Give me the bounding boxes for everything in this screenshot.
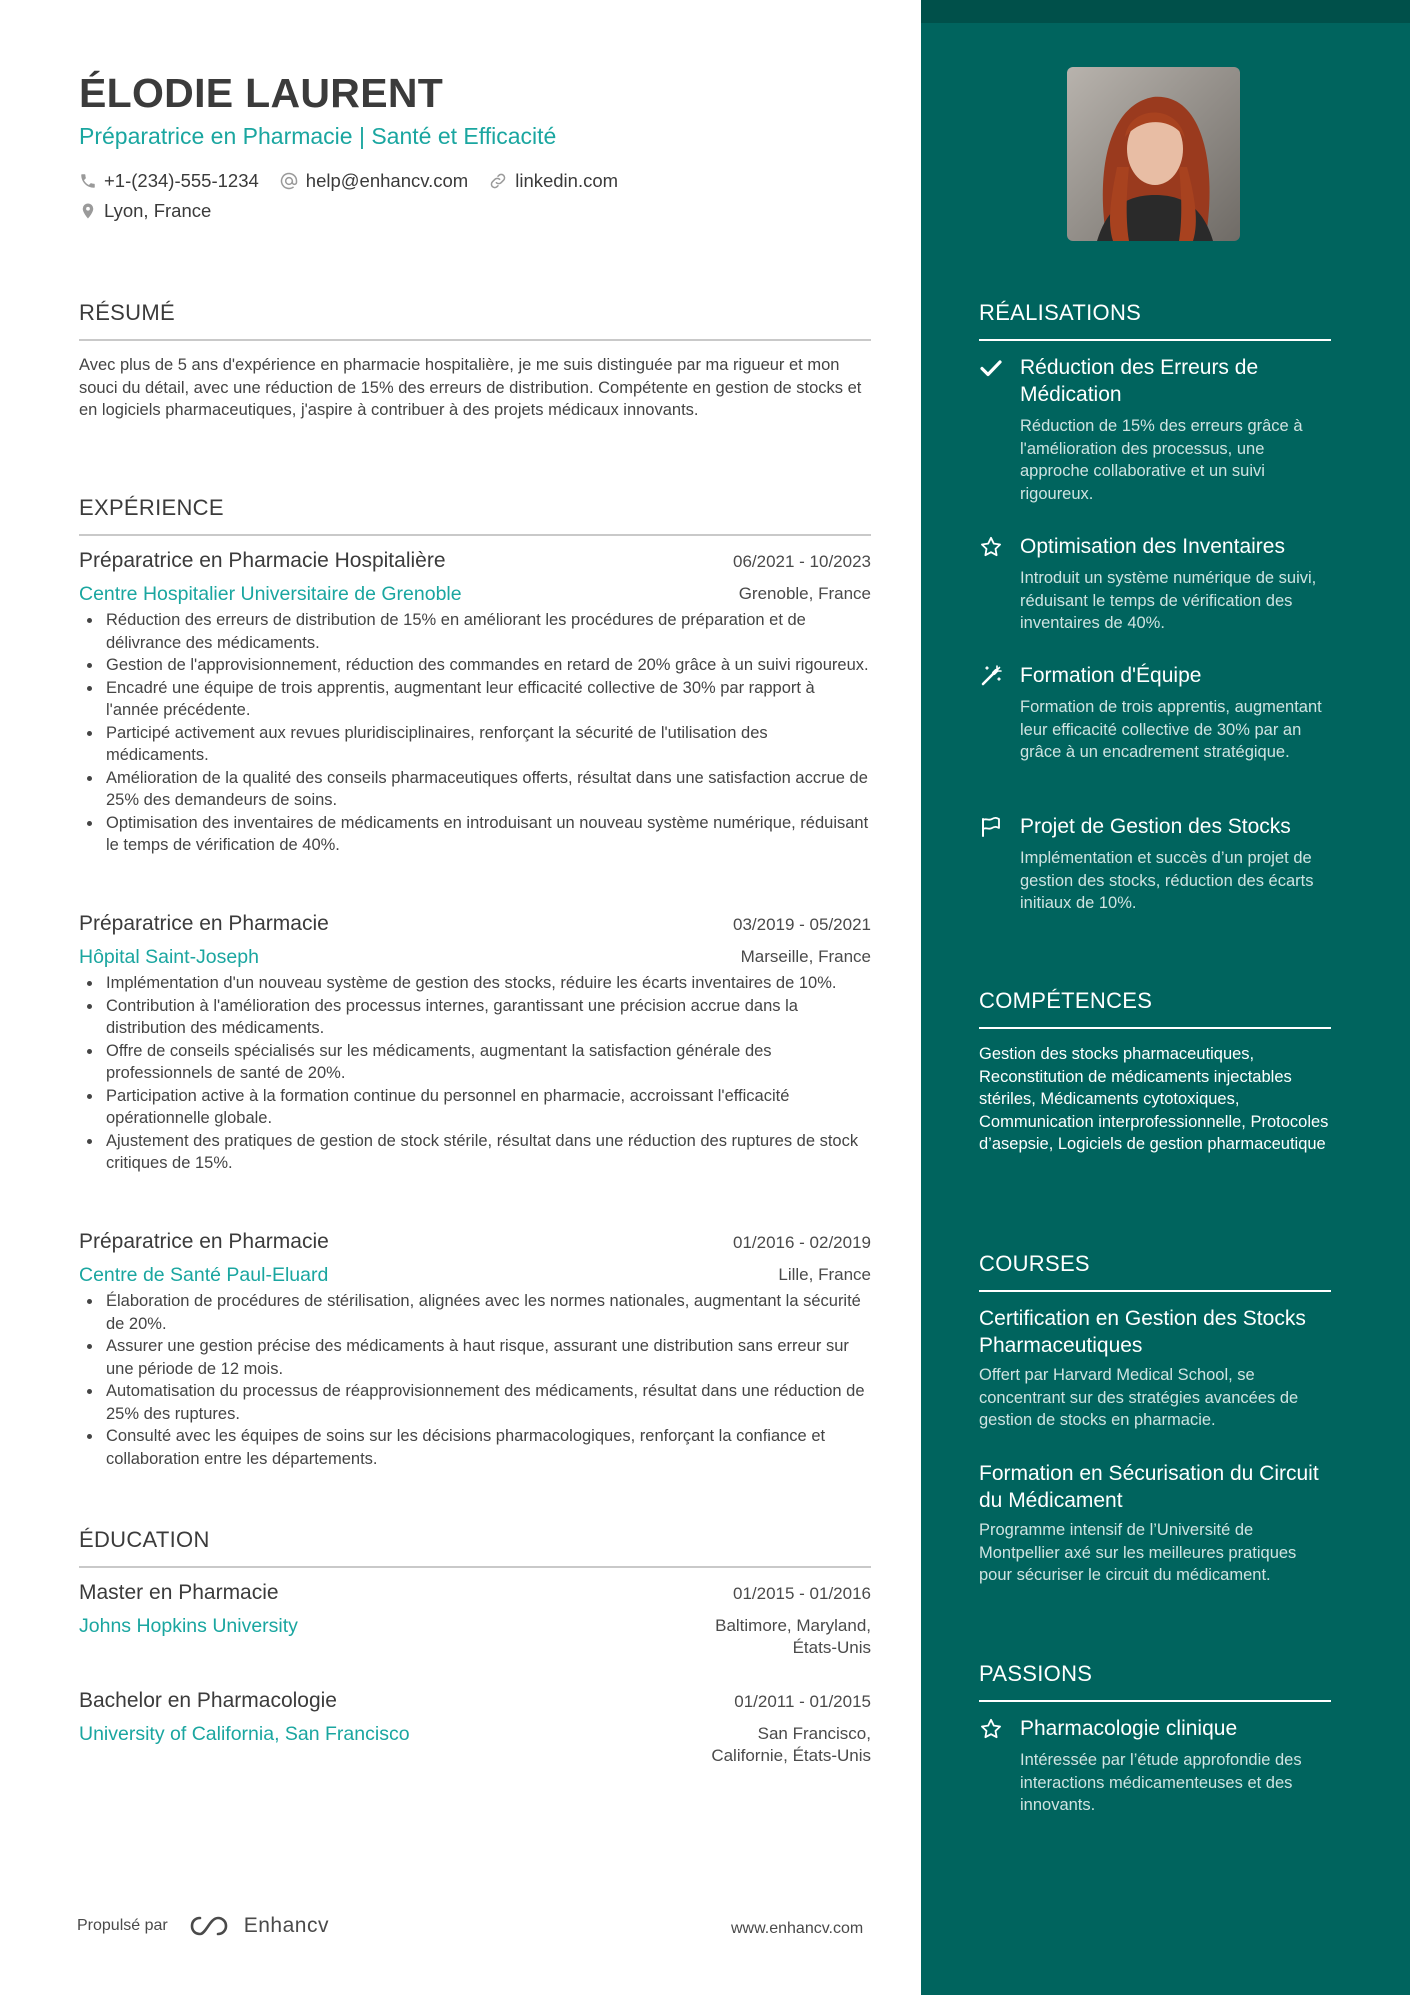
bullet-item: Participé activement aux revues pluridisciplinaires, renforçant la sécurité de l'utilisation des médicaments. [79, 722, 871, 767]
school[interactable]: University of California, San Francisco [79, 1723, 410, 1745]
education-location [715, 1615, 871, 1659]
profile-photo [1067, 67, 1240, 241]
email-text: help@enhancv.com [305, 170, 469, 191]
bullet-item: Automatisation du processus de réapprovisionnement des médicaments, résultat dans une réduction de 25% des ruptures. [79, 1380, 871, 1425]
phone-text: +1-(234)-555-1234 [104, 170, 259, 191]
job-bullets [79, 609, 871, 857]
experience-item [79, 549, 871, 857]
job-dates: 06/2021 - 10/2023 [732, 552, 871, 571]
section-title-courses: COURSES [979, 1251, 1331, 1292]
bullet-item: Encadré une équipe de trois apprentis, augmentant leur efficacité collective de 30% par rapport à l'année précédente. [79, 677, 871, 722]
achievement-desc: Formation de trois apprentis, augmentant leur efficacité collective de 30% par an grâce à un encadrement stratégique. [1020, 698, 1322, 761]
job-organization[interactable]: Centre Hospitalier Universitaire de Grenoble [79, 583, 462, 605]
section-title-experience: EXPÉRIENCE [79, 495, 871, 536]
bullet-item: Offre de conseils spécialisés sur les médicaments, augmentant la satisfaction générale des professionnels de santé de 20%. [79, 1040, 871, 1085]
bullet-item: Élaboration de procédures de stérilisation, alignées avec les normes nationales, augmentant la sécurité de 20%. [79, 1290, 871, 1335]
brand-name: Enhancv [243, 1914, 329, 1937]
star-icon [979, 1717, 1003, 1741]
education-dates: 01/2015 - 01/2016 [732, 1584, 871, 1603]
job-location: Grenoble, France [738, 584, 871, 603]
at-icon [279, 171, 299, 191]
job-location: Lille, France [778, 1265, 871, 1284]
skills-text: Gestion des stocks pharmaceutiques, Reconstitution de médicaments injectables stériles, Médicaments cytotoxiques, Communication interprofessionnelle, Protocoles d’asepsie, Logiciels de gestion pharmaceutique [979, 1045, 1329, 1153]
achievement-item [979, 354, 1331, 505]
summary-text: Avec plus de 5 ans d'expérience en pharmacie hospitalière, je me suis distinguée par ma rigueur et mon souci du détail, avec une réduction de 15% des erreurs de distribution. Compétente en gestion de stocks et en logiciels pharmaceutiques, j'aspire à contribuer à des projets médicaux innovants. [79, 356, 862, 419]
bullet-item: Implémentation d'un nouveau système de gestion des stocks, réduire les écarts inventaires de 10%. [79, 972, 871, 995]
job-dates: 01/2016 - 02/2019 [732, 1233, 871, 1252]
course-name: Formation en Sécurisation du Circuit du Médicament [979, 1462, 1319, 1512]
bullet-item: Contribution à l'amélioration des processus internes, garantissant une précision accrue dans la distribution des médicaments. [79, 995, 871, 1040]
contact-phone[interactable] [79, 170, 259, 192]
achievement-desc: Introduit un système numérique de suivi, réduisant le temps de vérification des inventaires de 40%. [1020, 569, 1317, 632]
degree: Master en Pharmacie [79, 1581, 279, 1604]
job-role: Préparatrice en Pharmacie [79, 1230, 329, 1253]
footer-branding [77, 1914, 329, 1938]
bullet-item: Amélioration de la qualité des conseils pharmaceutiques offerts, résultat dans une satisfaction accrue de 25% des demandeurs de soins. [79, 767, 871, 812]
contact-row [79, 170, 638, 192]
education-location-line: San Francisco, [757, 1724, 871, 1743]
course-item [979, 1305, 1331, 1432]
job-role: Préparatrice en Pharmacie [79, 912, 329, 935]
section-title-passions: PASSIONS [979, 1661, 1331, 1702]
achievement-item [979, 813, 1331, 915]
powered-by-label: Propulsé par [77, 1917, 168, 1934]
bullet-item: Participation active à la formation continue du personnel en pharmacie, accroissant l'efficacité opérationnelle globale. [79, 1085, 871, 1130]
course-name: Certification en Gestion des Stocks Pharmaceutiques [979, 1307, 1306, 1357]
experience-item [79, 1230, 871, 1470]
contact-location [79, 200, 211, 222]
passion-desc: Intéressée par l’étude approfondie des interactions médicamenteuses et des innovants. [1020, 1751, 1302, 1814]
link-icon [488, 171, 508, 191]
location-pin-icon [79, 201, 97, 221]
degree: Bachelor en Pharmacologie [79, 1689, 337, 1712]
sidebar-top-band [921, 0, 1410, 23]
job-location: Marseille, France [740, 947, 871, 966]
contact-linkedin[interactable] [488, 170, 618, 192]
education-item [79, 1581, 871, 1659]
achievement-name: Optimisation des Inventaires [1020, 535, 1285, 558]
achievement-name: Formation d'Équipe [1020, 664, 1202, 687]
check-icon [979, 356, 1003, 380]
section-title-summary: RÉSUMÉ [79, 300, 871, 341]
job-organization[interactable]: Centre de Santé Paul-Eluard [79, 1264, 329, 1286]
bullet-item: Optimisation des inventaires de médicaments en introduisant un nouveau système numérique, réduisant le temps de vérification de 40%. [79, 812, 871, 857]
education-location-line: États-Unis [792, 1638, 871, 1657]
education-location [711, 1723, 871, 1767]
passion-name: Pharmacologie clinique [1020, 1717, 1238, 1740]
section-title-achievements: RÉALISATIONS [979, 300, 1331, 341]
star-icon [979, 535, 1003, 559]
flag-icon [979, 815, 1003, 839]
bullet-item: Assurer une gestion précise des médicaments à haut risque, assurant une distribution sans erreur sur une période de 12 mois. [79, 1335, 871, 1380]
job-role: Préparatrice en Pharmacie Hospitalière [79, 549, 446, 572]
achievement-desc: Implémentation et succès d’un projet de gestion des stocks, réduction des écarts initiaux de 10%. [1020, 849, 1314, 912]
achievement-item [979, 662, 1331, 764]
enhancv-logo-icon [188, 1914, 234, 1938]
contact-email[interactable] [279, 170, 468, 192]
section-title-education: ÉDUCATION [79, 1527, 871, 1568]
course-desc: Offert par Harvard Medical School, se concentrant sur des stratégies avancées de gestion de stocks en pharmacie. [979, 1366, 1299, 1429]
experience-item [79, 912, 871, 1175]
footer-url[interactable]: www.enhancv.com [731, 1920, 864, 1937]
magic-wand-icon [979, 664, 1003, 688]
achievement-desc: Réduction de 15% des erreurs grâce à l'amélioration des processus, une approche collaborative et un suivi rigoureux. [1020, 417, 1303, 503]
education-location-line: Baltimore, Maryland, [715, 1616, 871, 1635]
job-bullets [79, 1290, 871, 1470]
bullet-item: Gestion de l'approvisionnement, réduction des commandes en retard de 20% grâce à un suivi rigoureux. [79, 654, 871, 677]
bullet-item: Ajustement des pratiques de gestion de stock stérile, résultat dans une réduction des ruptures de stock critiques de 15%. [79, 1130, 871, 1175]
achievement-item [979, 533, 1331, 635]
location-text: Lyon, France [104, 200, 212, 221]
job-dates: 03/2019 - 05/2021 [732, 915, 871, 934]
education-item [79, 1689, 871, 1767]
course-desc: Programme intensif de l’Université de Montpellier axé sur les meilleures pratiques pour sécuriser le circuit du médicament. [979, 1521, 1297, 1584]
section-title-skills: COMPÉTENCES [979, 988, 1331, 1029]
job-organization[interactable]: Hôpital Saint-Joseph [79, 946, 259, 968]
profile-photo-image [1067, 67, 1240, 241]
school[interactable]: Johns Hopkins University [79, 1615, 298, 1637]
bullet-item: Consulté avec les équipes de soins sur les décisions pharmacologiques, renforçant la confiance et collaboration entre les départements. [79, 1425, 871, 1470]
candidate-name: ÉLODIE LAURENT [79, 70, 444, 116]
education-location-line: Californie, États-Unis [711, 1746, 871, 1765]
location-row [79, 200, 231, 222]
linkedin-text: linkedin.com [515, 170, 619, 191]
achievement-name: Réduction des Erreurs de Médication [1020, 356, 1259, 406]
education-dates: 01/2011 - 01/2015 [734, 1692, 871, 1711]
passion-item [979, 1715, 1331, 1817]
achievement-name: Projet de Gestion des Stocks [1020, 815, 1291, 838]
course-item [979, 1460, 1331, 1587]
bullet-item: Réduction des erreurs de distribution de 15% en améliorant les procédures de préparation et de délivrance des médicaments. [79, 609, 871, 654]
job-bullets [79, 972, 871, 1175]
phone-icon [79, 172, 97, 190]
candidate-title: Préparatrice en Pharmacie | Santé et Efficacité [79, 123, 557, 149]
